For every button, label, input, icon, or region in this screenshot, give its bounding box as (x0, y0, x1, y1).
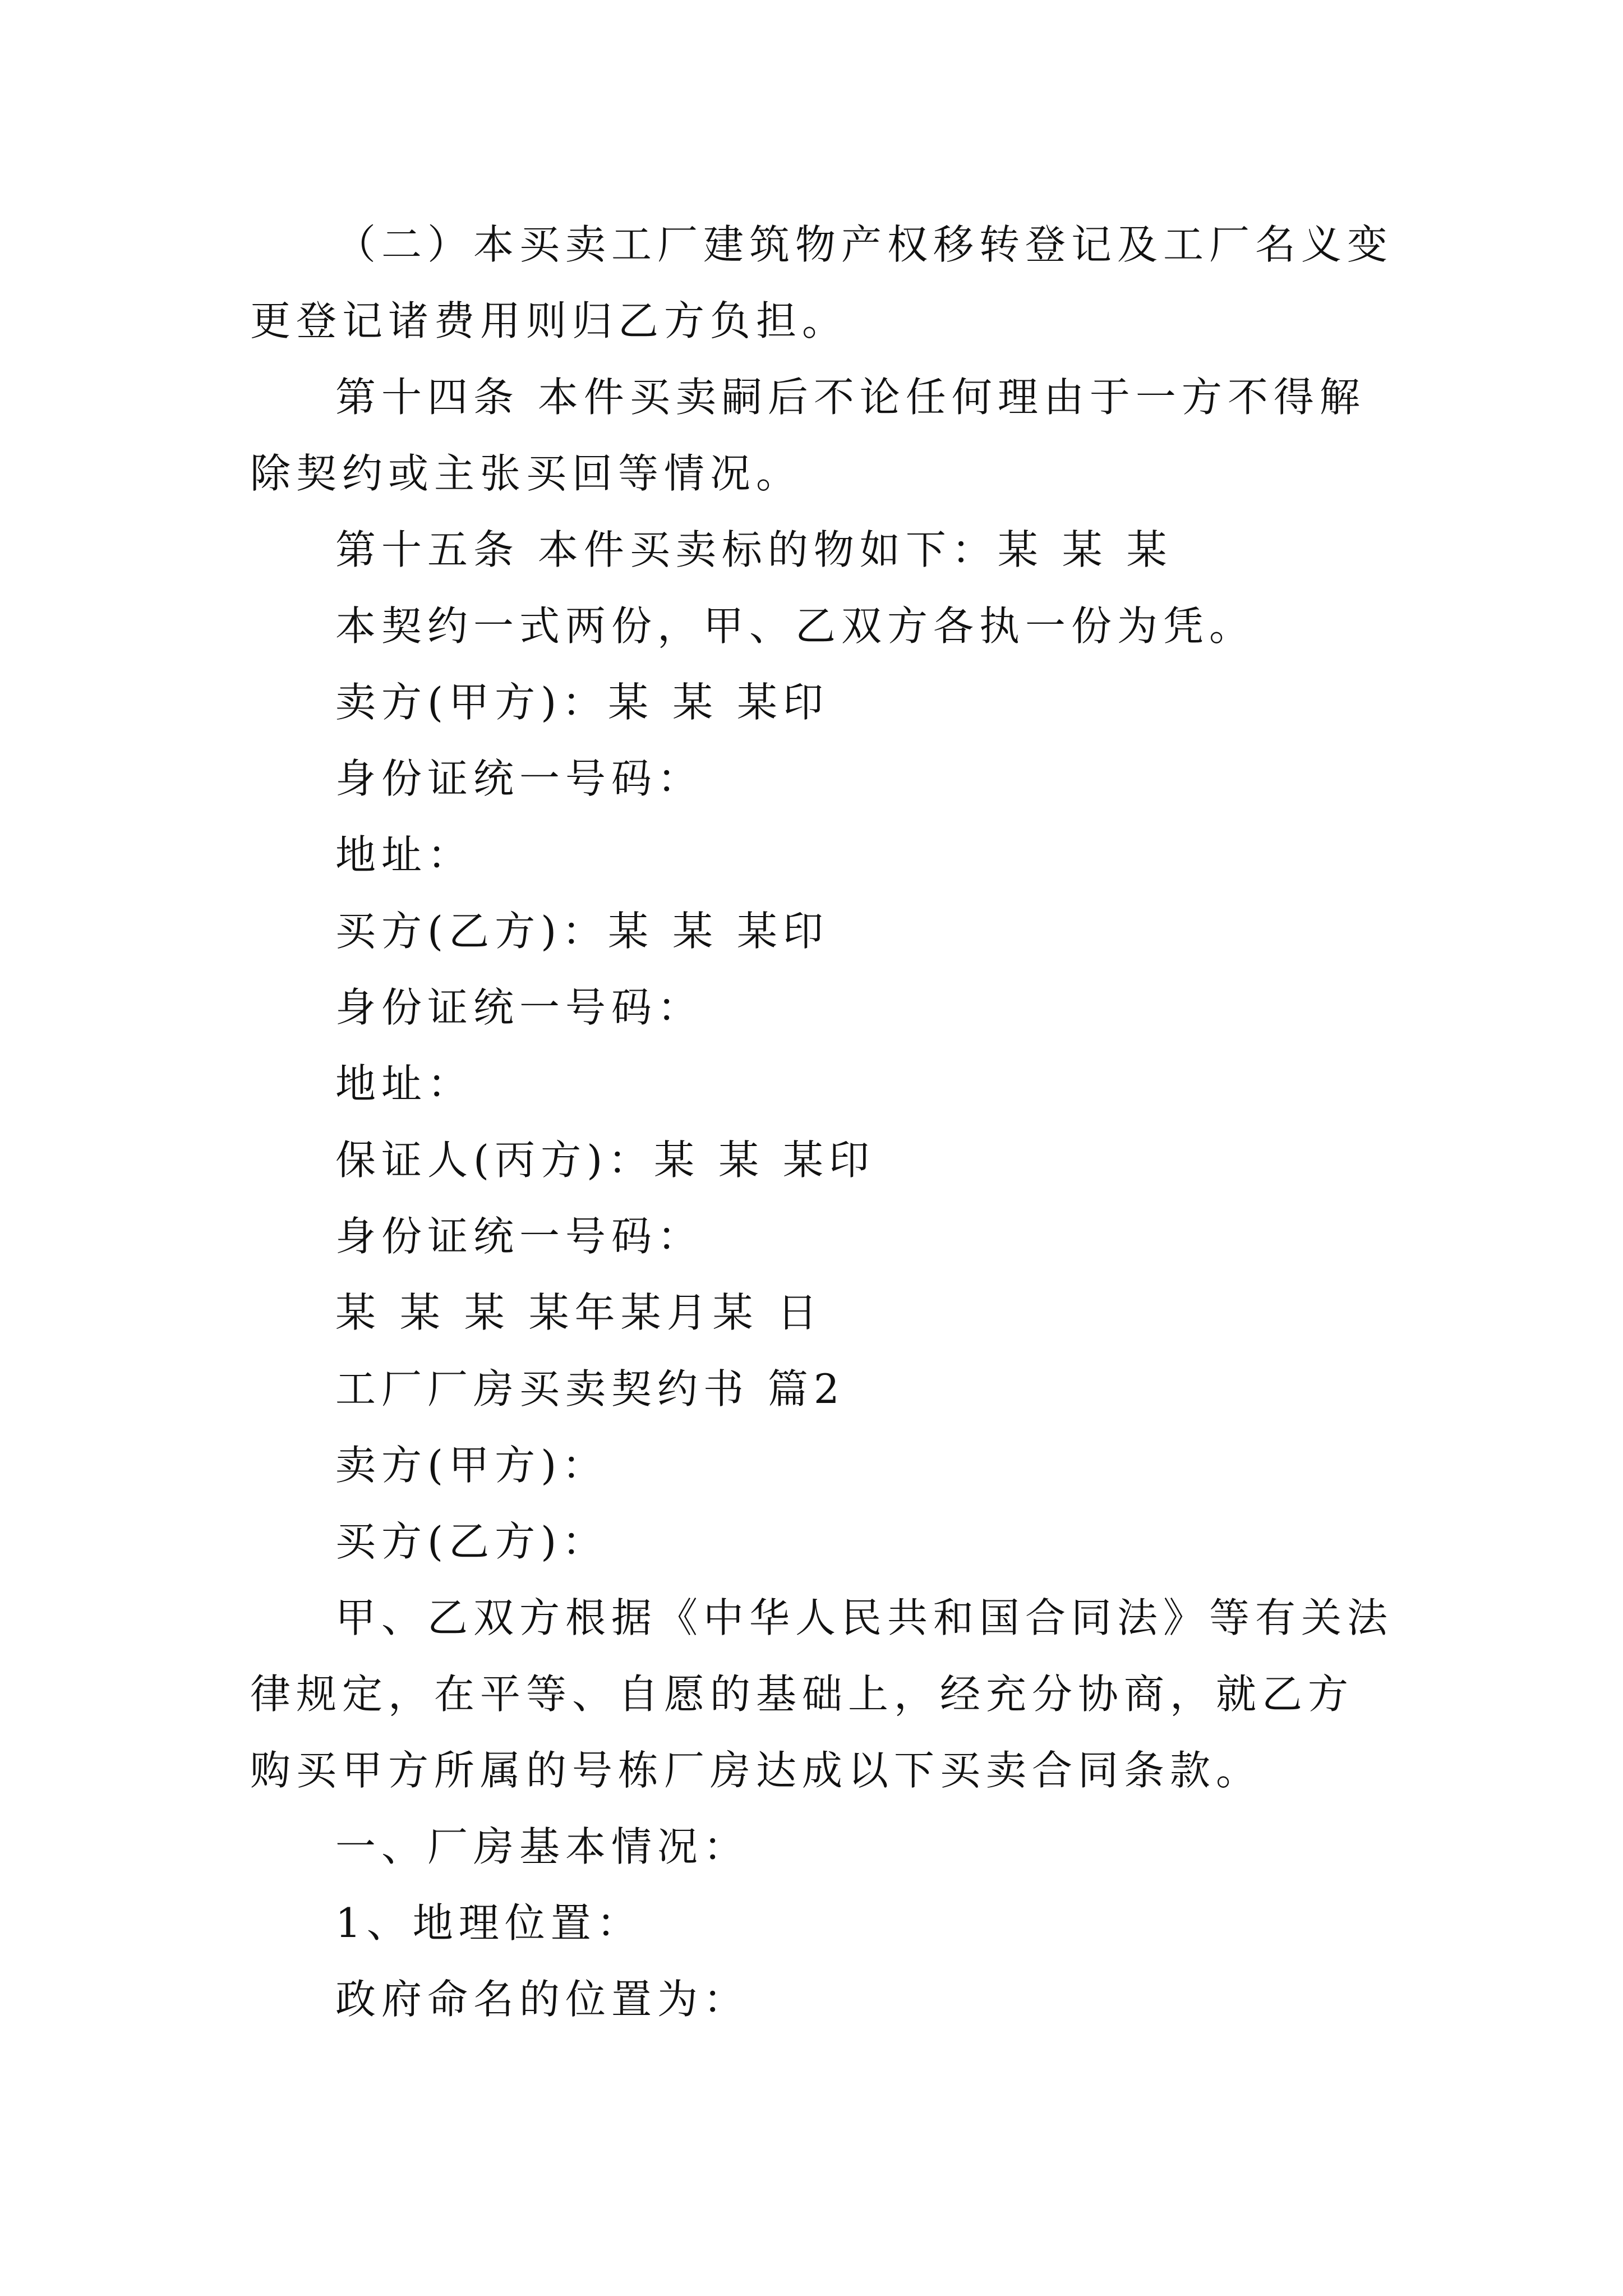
guarantor-line: 保证人(丙方)：某 某 某印 (335, 1137, 875, 1184)
paragraph-article-15: 第十五条 本件买卖标的物如下：某 某 某 (335, 526, 1173, 573)
official-location-line: 政府命名的位置为： (335, 1976, 750, 2023)
paragraph-registration-fees: （二）本买卖工厂建筑物产权移转登记及工厂名义变更登记诸费用则归乙方负担。 (250, 221, 1394, 344)
buyer-line: 买方(乙方)：某 某 某印 (335, 908, 829, 955)
buyer-id-line: 身份证统一号码： (335, 984, 704, 1031)
seller-line-2: 卖方(甲方)： (335, 1442, 608, 1489)
seller-line: 卖方(甲方)：某 某 某印 (335, 679, 829, 726)
factory-basic-info-heading: 一、厂房基本情况： (335, 1823, 750, 1870)
date-line: 某 某 某 某年某月某 日 (335, 1289, 823, 1336)
location-heading: 1、地理位置： (335, 1899, 643, 1947)
paragraph-article-14: 第十四条 本件买卖嗣后不论任何理由于一方不得解除契约或主张买回等情况。 (250, 374, 1366, 497)
seller-id-line: 身份证统一号码： (335, 755, 704, 802)
section-title: 工厂厂房买卖契约书 篇2 (335, 1365, 845, 1412)
guarantor-id-line: 身份证统一号码： (335, 1213, 704, 1260)
paragraph-agreement-basis: 甲、乙双方根据《中华人民共和国合同法》等有关法律规定，在平等、自愿的基础上，经充分协商，就乙方购买甲方所属的号栋厂房达成以下买卖合同条款。 (250, 1594, 1394, 1794)
paragraph-copies: 本契约一式两份，甲、乙双方各执一份为凭。 (335, 602, 1256, 650)
buyer-line-2: 买方(乙方)： (335, 1518, 608, 1565)
buyer-address-line: 地址： (335, 1060, 474, 1107)
seller-address-line: 地址： (335, 831, 474, 878)
